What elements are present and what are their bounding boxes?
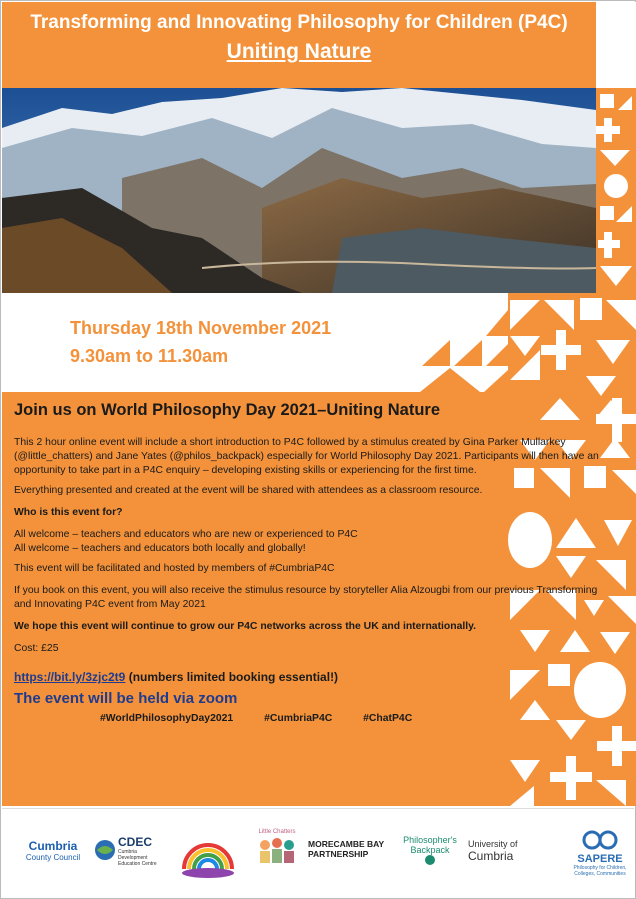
stimulus-text: If you book on this event, you will also receive the stimulus resource by storyteller Alia Alzougbi from our previous Transforming and Innovating P4C event from May 2021 (14, 585, 598, 610)
event-description (14, 400, 604, 726)
logo-text-cumbria-uni: Cumbria (468, 849, 514, 863)
page-title: Transforming and Innovating Philosophy for Children (P4C) (30, 12, 568, 33)
logo-philosophers-backpack (400, 835, 460, 867)
welcome-line-2: All welcome – teachers and educators both locally and globally! (14, 543, 306, 554)
logo-cumbria-county-council (22, 839, 84, 862)
logo-text-backpack: Backpack (410, 845, 450, 855)
event-time: 9.30am to 11.30am (70, 346, 229, 366)
rainbow-icon (178, 829, 238, 879)
globe-icon (94, 839, 116, 861)
event-date: Thursday 18th November 2021 (70, 318, 332, 338)
logo-text-little-chatters: Little Chatters (258, 829, 296, 835)
sapere-icon (580, 829, 620, 851)
logo-text-cdec-sub: Cumbria Development Education Centre (118, 849, 157, 867)
logo-sapere (568, 829, 632, 877)
booking-note: (numbers limited booking essential!) (125, 670, 339, 684)
logo-morecambe-bay (308, 839, 394, 859)
logo-text-university-of: University of (468, 839, 518, 849)
logo-text-philosophers: Philosopher's (403, 835, 457, 845)
cost-text: Cost: £25 (14, 643, 59, 654)
logo-little-chatters (254, 829, 300, 867)
logo-text-morecambe-2: PARTNERSHIP (308, 849, 369, 859)
hashtags (14, 712, 604, 726)
zoom-notice: The event will be held via zoom (14, 690, 238, 707)
section-heading: Join us on World Philosophy Day 2021–Uniting Nature (14, 401, 441, 419)
logo-text-morecambe-1: MORECAMBE BAY (308, 839, 385, 849)
logo-text-sapere: SAPERE (577, 853, 623, 865)
mountain-photo (2, 88, 596, 293)
children-icon (257, 835, 297, 865)
partner-logos (2, 808, 634, 897)
shared-text: Everything presented and created at the event will be shared with attendees as a classroom resource. (14, 485, 483, 496)
logo-cdec (94, 835, 166, 867)
welcome-line-1: All welcome – teachers and educators who are new or experienced to P4C (14, 529, 358, 540)
intro-text: This 2 hour online event will include a short introduction to P4C followed by a stimulus created by Gina Parker Mullarkey (@little_chatters) and Jane Yates (@philos_backpack) especially for World Philosophy Day 2021. Participants will then have an opportunity to take part in a P4C enquiry – developing existing skills or experiencing for the first time. (14, 437, 599, 476)
page-subtitle: Uniting Nature (226, 40, 372, 63)
hashtag-chatp4c: #ChatP4C (363, 713, 413, 724)
booking-line (14, 670, 604, 684)
hope-text: We hope this event will continue to grow our P4C networks across the UK and internationally. (14, 621, 477, 632)
hashtag-cumbriap4c: #CumbriaP4C (264, 713, 333, 724)
hosted-text: This event will be facilitated and hosted by members of #CumbriaP4C (14, 563, 335, 574)
logo-university-of-cumbria (468, 839, 554, 863)
hashtag-worldphilosophyday: #WorldPhilosophyDay2021 (100, 713, 234, 724)
who-heading: Who is this event for? (14, 507, 123, 518)
backpack-icon (425, 855, 435, 865)
logo-text-cdec: CDEC (118, 835, 153, 849)
booking-link[interactable]: https://bit.ly/3zjc2t9 (14, 670, 126, 684)
event-datetime (70, 314, 331, 370)
logo-text-sapere-sub: Philosophy for Children, Colleges, Communities (573, 865, 627, 877)
logo-text-cumbria: Cumbria (28, 839, 78, 853)
logo-rainbow (178, 829, 238, 879)
logo-text-county-council: County Council (25, 853, 81, 862)
